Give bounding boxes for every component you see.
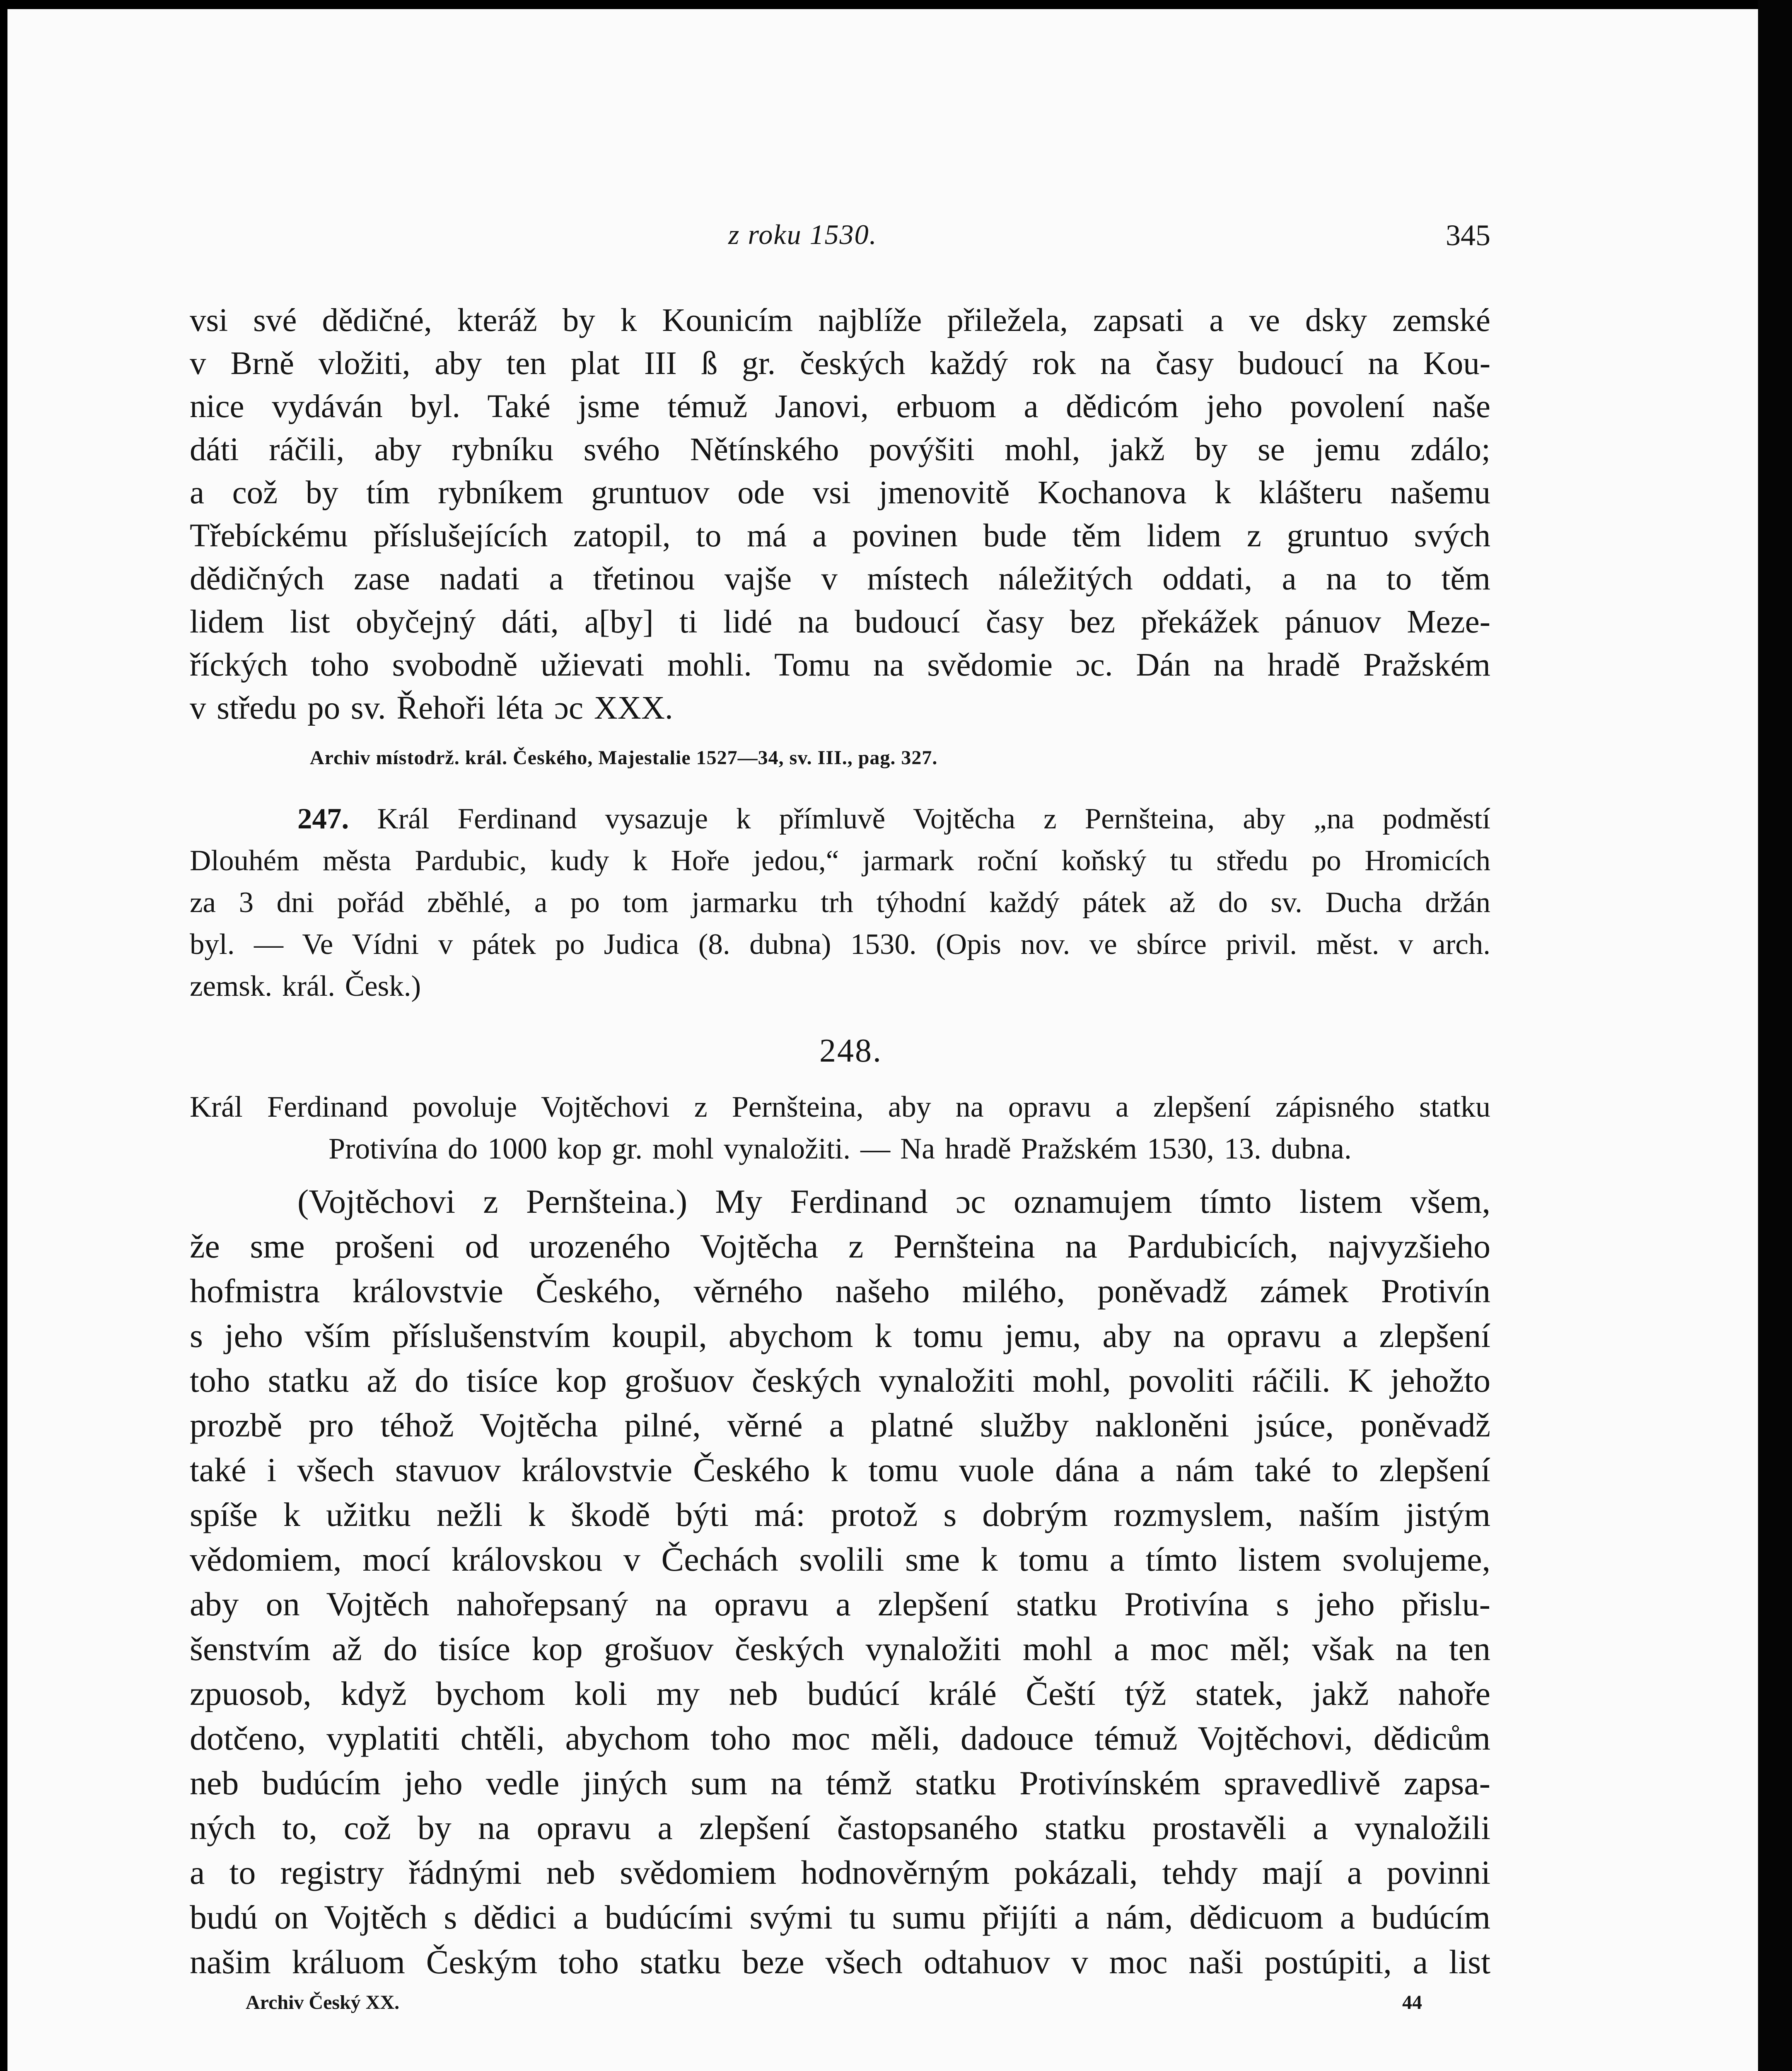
text-line: a což by tím rybníkem gruntuov ode vsi jmenovitě Kochanova k klášteru našemu bbox=[190, 475, 1490, 511]
text-line: neb budúcím jeho vedle jiných sum na témž statku Protivínském spravedlivě zapsa- bbox=[190, 1764, 1490, 1802]
text-line: zemsk. král. Česk.) bbox=[190, 970, 421, 1002]
sheet-signature-number: 44 bbox=[1402, 1991, 1422, 2013]
text-line: a to registry řádnými neb svědomiem hodnověrným pokázali, tehdy mají a povinni bbox=[190, 1854, 1490, 1891]
text-line: Třebíckému příslušejících zatopil, to má a povinen bude těm lidem z gruntuo svých bbox=[190, 518, 1490, 554]
text-line: budú on Vojtěch s dědici a budúcími svými tu sumu přijíti a nám, dědicuom a budúcím bbox=[190, 1898, 1490, 1936]
regest-first-line bbox=[190, 798, 1490, 840]
text-line: dotčeno, vyplatiti chtěli, abychom toho moc měli, dadouce témuž Vojtěchovi, dědicům bbox=[190, 1719, 1490, 1757]
text-line: aby on Vojtěch nahořepsaný na opravu a zlepšení statku Protivína s jeho přislu- bbox=[190, 1585, 1490, 1623]
regest-number: 247. bbox=[297, 803, 349, 835]
text-line: za 3 dni pořád zběhlé, a po tom jarmarku trh týhodní každý pátek až do sv. Ducha držán bbox=[190, 886, 1490, 919]
text-line: byl. — Ve Vídni v pátek po Judica (8. dubna) 1530. (Opis nov. ve sbírce privil. měst. v arch. bbox=[190, 928, 1490, 961]
text-line: lidem list obyčejný dáti, a[by] ti lidé na budoucí časy bez překážek pánuov Meze- bbox=[190, 604, 1490, 640]
scan-edge bbox=[1758, 0, 1792, 2071]
page-number: 345 bbox=[1446, 219, 1490, 252]
regest-text: Král Ferdinand vysazuje k přímluvě Vojtěcha z Pernšteina, aby „na podměstí bbox=[377, 803, 1491, 835]
text-line: našim králuom Českým toho statku beze všech odtahuov v moc naši postúpiti, a list bbox=[190, 1943, 1490, 1981]
text-line: Dlouhém města Pardubic, kudy k Hoře jedou,“ jarmark roční koňský tu středu po Hromicích bbox=[190, 845, 1490, 877]
text-line: nice vydáván byl. Také jsme témuž Janovi, erbuom a dědicóm jeho povolení naše bbox=[190, 389, 1490, 425]
text-line: že sme prošeni od urozeného Vojtěcha z Pernšteina na Pardubicích, najvyzšieho bbox=[190, 1227, 1490, 1265]
text-line: spíše k užitku nežli k škodě býti má: protož s dobrým rozmyslem, naším jistým bbox=[190, 1496, 1490, 1533]
text-line: hofmistra královstvie Českého, věrného našeho milého, poněvadž zámek Protivín bbox=[190, 1272, 1490, 1310]
page-footer bbox=[246, 1991, 1422, 2014]
summary-line: Král Ferdinand povoluje Vojtěchovi z Pernšteina, aby na opravu a zlepšení zápisného statku bbox=[190, 1090, 1490, 1123]
regest-247 bbox=[190, 798, 1490, 1007]
signature-mark: Archiv Český XX. bbox=[246, 1991, 400, 2013]
text-line: také i všech stavuov královstvie Českého k tomu vuole dána a nám také to zlepšení bbox=[190, 1451, 1490, 1489]
page-header bbox=[190, 218, 1490, 264]
text-line: zpuosob, když bychom koli my neb budúcí králé Čeští týž statek, jakž nahoře bbox=[190, 1675, 1490, 1712]
text-line: (Vojtěchovi z Pernšteina.) My Ferdinand ɔc oznamujem tímto listem všem, bbox=[297, 1183, 1490, 1220]
text-line: toho statku až do tisíce kop grošuov českých vynaložiti mohl, povoliti ráčili. K jehožto bbox=[190, 1361, 1490, 1399]
running-title: z roku 1530. bbox=[728, 219, 877, 250]
text-line: vědomiem, mocí královskou v Čechách svolili sme k tomu a tímto listem svolujeme, bbox=[190, 1540, 1490, 1578]
text-line: dědičných zase nadati a třetinou vajše v místech náležitých oddati, a na to těm bbox=[190, 561, 1490, 597]
archival-source-note: Archiv místodrž. král. Českého, Majestalie 1527—34, sv. III., pag. 327. bbox=[310, 747, 938, 769]
text-line: s jeho vším příslušenstvím koupil, abychom k tomu jemu, aby na opravu a zlepšení bbox=[190, 1317, 1490, 1354]
text-line: říckých toho svobodně užievati mohli. Tomu na svědomie ɔc. Dán na hradě Pražském bbox=[190, 647, 1490, 683]
paragraph-continuation bbox=[190, 299, 1490, 730]
document-body bbox=[190, 1179, 1490, 1984]
document-summary bbox=[190, 1086, 1490, 1170]
text-line: prozbě pro téhož Vojtěcha pilné, věrné a platné služby nakloněni jsúce, poněvadž bbox=[190, 1406, 1490, 1444]
summary-line: Protivína do 1000 kop gr. mohl vynaložiti. — Na hradě Pražském 1530, 13. dubna. bbox=[328, 1132, 1352, 1165]
text-line: ných to, což by na opravu a zlepšení častopsaného statku prostavěli a vynaložili bbox=[190, 1809, 1490, 1847]
document-number: 248. bbox=[819, 1033, 882, 1069]
text-line: dáti ráčili, aby rybníku svého Nětínského povýšiti mohl, jakž by se jemu zdálo; bbox=[190, 432, 1490, 468]
page-sheet bbox=[7, 9, 1758, 2071]
text-line: šenstvím až do tisíce kop grošuov českých vynaložiti mohl a moc měl; však na ten bbox=[190, 1630, 1490, 1668]
text-line: v středu po sv. Řehoři léta ɔc XXX. bbox=[190, 690, 673, 726]
text-line: vsi své dědičné, kteráž by k Kounicím najblíže přiležela, zapsati a ve dsky zemské bbox=[190, 302, 1490, 338]
text-line: v Brně vložiti, aby ten plat III ß gr. českých každý rok na časy budoucí na Kou- bbox=[190, 345, 1490, 381]
